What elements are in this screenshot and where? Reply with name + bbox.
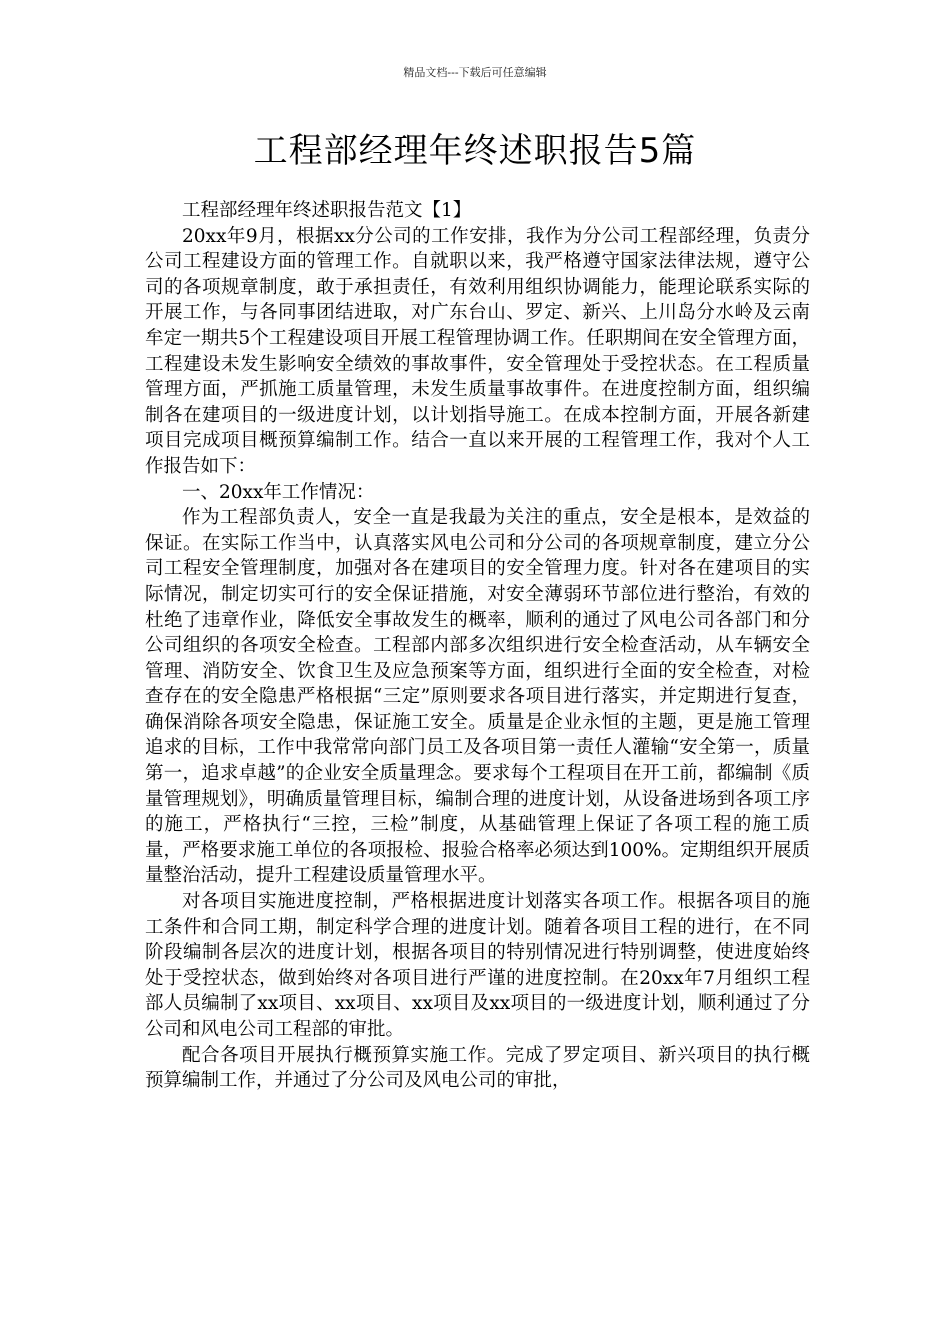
page-header-note: 精品文档---下载后可任意编辑 <box>403 66 547 79</box>
document-body <box>145 198 810 1094</box>
section-heading-report-1: 工程部经理年终述职报告范文【1】 <box>182 200 472 221</box>
section-heading-work-status: 一、20xx年工作情况： <box>182 481 375 503</box>
document-title: 工程部经理年终述职报告5篇 <box>253 131 697 171</box>
paragraph-introduction: 20xx年9月，根据xx分公司的工作安排，我作为分公司工程部经理，负责分公司工程建设方面的管理工作。自就职以来，我严格遵守国家法律法规，遵守公司的各项规章制度，敢于承担责任，有效利用组织协调能力，能理论联系实际的开展工作，与各同事团结进取，对广东台山、罗定、新兴、上川岛分水岭及云南牟定一期共5个工程建设项目开展工程管理协调工作。任职期间在安全管理方面，工程建设未发生影响安全绩效的事故事件，安全管理处于受控状态。在工程质量管理方面，严抓施工质量管理，未发生质量事故事件。在进度控制方面，组织编制各在建项目的一级进度计划，以计划指导施工。在成本控制方面，开展各新建项目完成项目概预算编制工作。结合一直以来开展的工程管理工作，我对个人工作报告如下： <box>145 225 810 477</box>
paragraph-progress-control: 对各项目实施进度控制，严格根据进度计划落实各项工作。根据各项目的施工条件和合同工期，制定科学合理的进度计划。随着各项目工程的进行，在不同阶段编制各层次的进度计划，根据各项目的特别情况进行特别调整，使进度始终处于受控状态，做到始终对各项目进行严谨的进度控制。在20xx年7月组织工程部人员编制了xx项目、xx项目、xx项目及xx项目的一级进度计划，顺利通过了分公司和风电公司工程部的审批。 <box>145 891 810 1040</box>
paragraph-budget: 配合各项目开展执行概预算实施工作。完成了罗定项目、新兴项目的执行概预算编制工作，并通过了分公司及风电公司的审批， <box>145 1044 810 1092</box>
paragraph-safety-quality: 作为工程部负责人，安全一直是我最为关注的重点，安全是根本，是效益的保证。在实际工作当中，认真落实风电公司和分公司的各项规章制度，建立分公司工程安全管理制度，加强对各在建项目的安全管理力度。针对各在建项目的实际情况，制定切实可行的安全保证措施，对安全薄弱环节部位进行整治，有效的杜绝了违章作业，降低安全事故发生的概率，顺利的通过了风电公司各部门和分公司组织的各项安全检查。工程部内部多次组织进行安全检查活动，从车辆安全管理、消防安全、饮食卫生及应急预案等方面，组织进行全面的安全检查，对检查存在的安全隐患严格根据“三定”原则要求各项目进行落实，并定期进行复查，确保消除各项安全隐患，保证施工安全。质量是企业永恒的主题，更是施工管理追求的目标，工作中我常常向部门员工及各项目第一责任人灌输“安全第一，质量第一，追求卓越”的企业安全质量理念。要求每个工程项目在开工前，都编制《质量管理规划》，明确质量管理目标，编制合理的进度计划，从设备进场到各项工序的施工，严格执行“三控，三检”制度，从基础管理上保证了各项工程的施工质量，严格要求施工单位的各项报检、报验合格率必须达到100%。定期组织开展质量整治活动，提升工程建设质量管理水平。 <box>145 507 810 887</box>
